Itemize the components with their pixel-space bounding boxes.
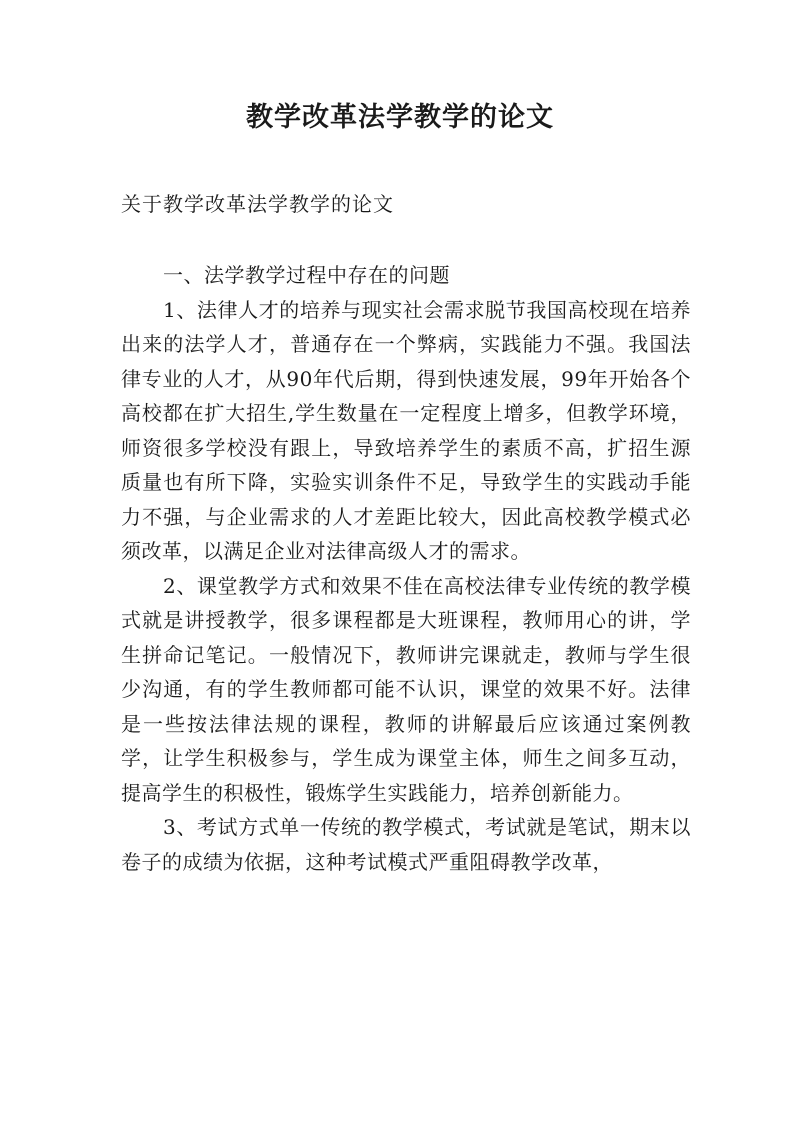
paragraph-1: 1、法律人才的培养与现实社会需求脱节我国高校现在培养出来的法学人才，普通存在一个弊病，实践能力不强。我国法律专业的人才，从90年代后期，得到快速发展，99年开始各个高校都在扩大招生,学生数量在一定程度上增多，但教学环境，师资很多学校没有跟上，导致培养学生的素质不高，扩招生源质量也有所下降，实验实训条件不足，导致学生的实践动手能力不强，与企业需求的人才差距比较大，因此高校教学模式必须改革，以满足企业对法律高级人才的需求。: [121, 297, 691, 563]
document-body: [121, 258, 691, 879]
document-subtitle: 关于教学改革法学教学的论文: [121, 192, 394, 216]
section-heading: 一、法学教学过程中存在的问题: [163, 263, 450, 287]
paragraph-2: 2、课堂教学方式和效果不佳在高校法律专业传统的教学模式就是讲授教学，很多课程都是大班课程，教师用心的讲，学生拼命记笔记。一般情况下，教师讲完课就走，教师与学生很少沟通，有的学生教师都可能不认识，课堂的效果不好。法律是一些按法律法规的课程，教师的讲解最后应该通过案例教学，让学生积极参与，学生成为课堂主体，师生之间多互动，提高学生的积极性，锻炼学生实践能力，培养创新能力。: [121, 573, 691, 805]
paragraph-3: 3、考试方式单一传统的教学模式，考试就是笔试，期末以卷子的成绩为依据，这种考试模式严重阻碍教学改革，: [121, 815, 691, 874]
document-title: 教学改革法学教学的论文: [246, 102, 554, 133]
